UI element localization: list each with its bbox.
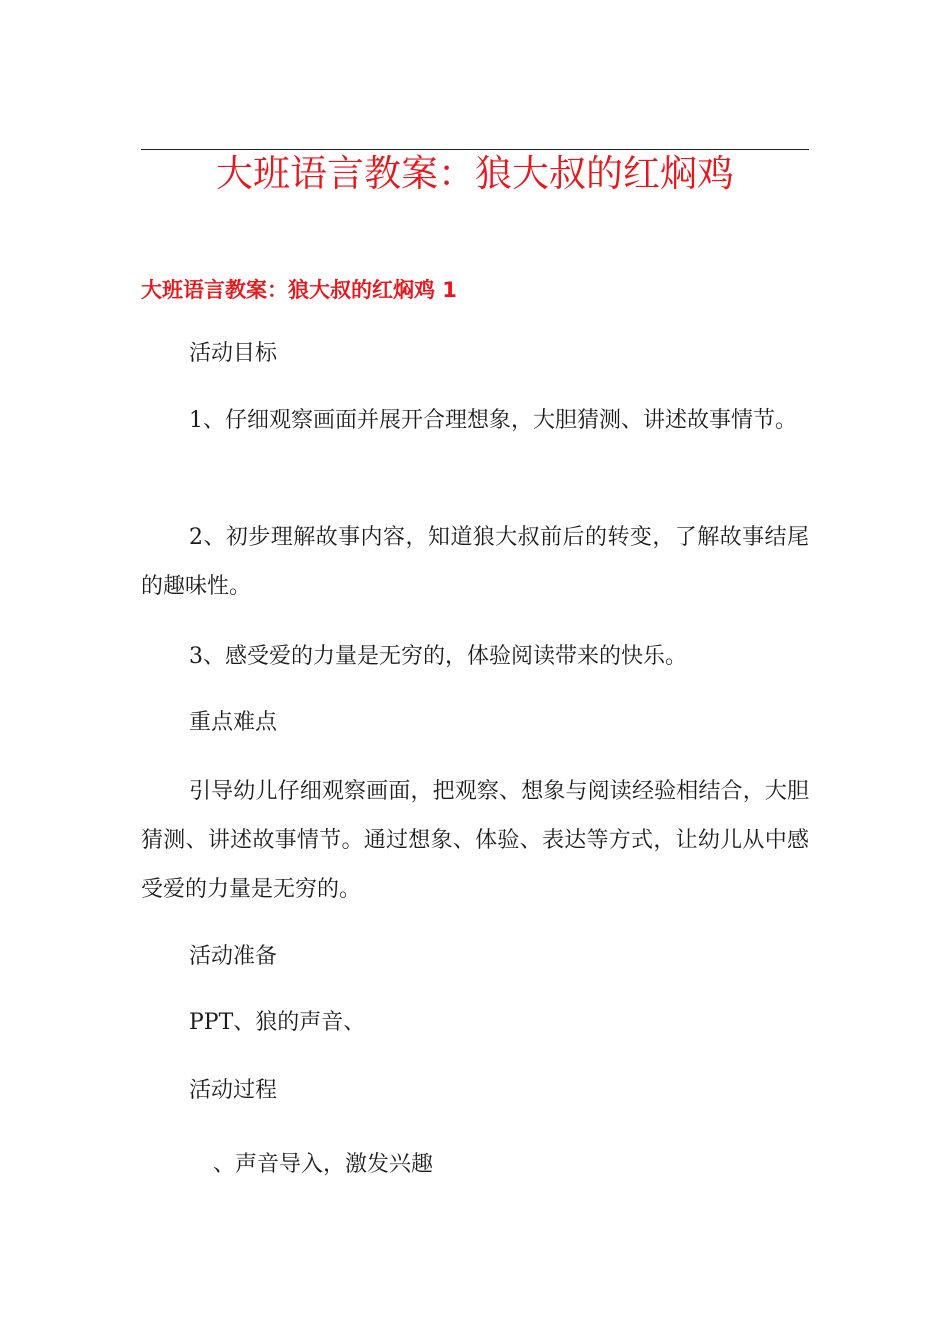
goal-item-1: 1、仔细观察画面并展开合理想象，大胆猜测、讲述故事情节。: [189, 408, 797, 433]
key-points-body: 引导幼儿仔细观察画面，把观察、想象与阅读经验相结合，大胆猜测、讲述故事情节。通过想象、体验、表达等方式，让幼儿从中感受爱的力量是无穷的。: [141, 779, 809, 902]
section-heading: 大班语言教案：狼大叔的红焖鸡 1: [141, 278, 457, 302]
document-title: 大班语言教案：狼大叔的红焖鸡: [216, 152, 734, 195]
goal-item-2: 2、初步理解故事内容，知道狼大叔前后的转变，了解故事结尾的趣味性。: [141, 525, 809, 599]
process-step-1: 、声音导入，激发兴趣: [213, 1152, 434, 1177]
goal-item-3: 3、感受爱的力量是无穷的，体验阅读带来的快乐。: [189, 644, 687, 669]
preparation-body: PPT、狼的声音、: [189, 1010, 366, 1035]
heading-key-points: 重点难点: [189, 710, 278, 735]
heading-activity-goals: 活动目标: [189, 341, 278, 366]
heading-preparation: 活动准备: [189, 944, 278, 969]
heading-process: 活动过程: [189, 1078, 278, 1103]
